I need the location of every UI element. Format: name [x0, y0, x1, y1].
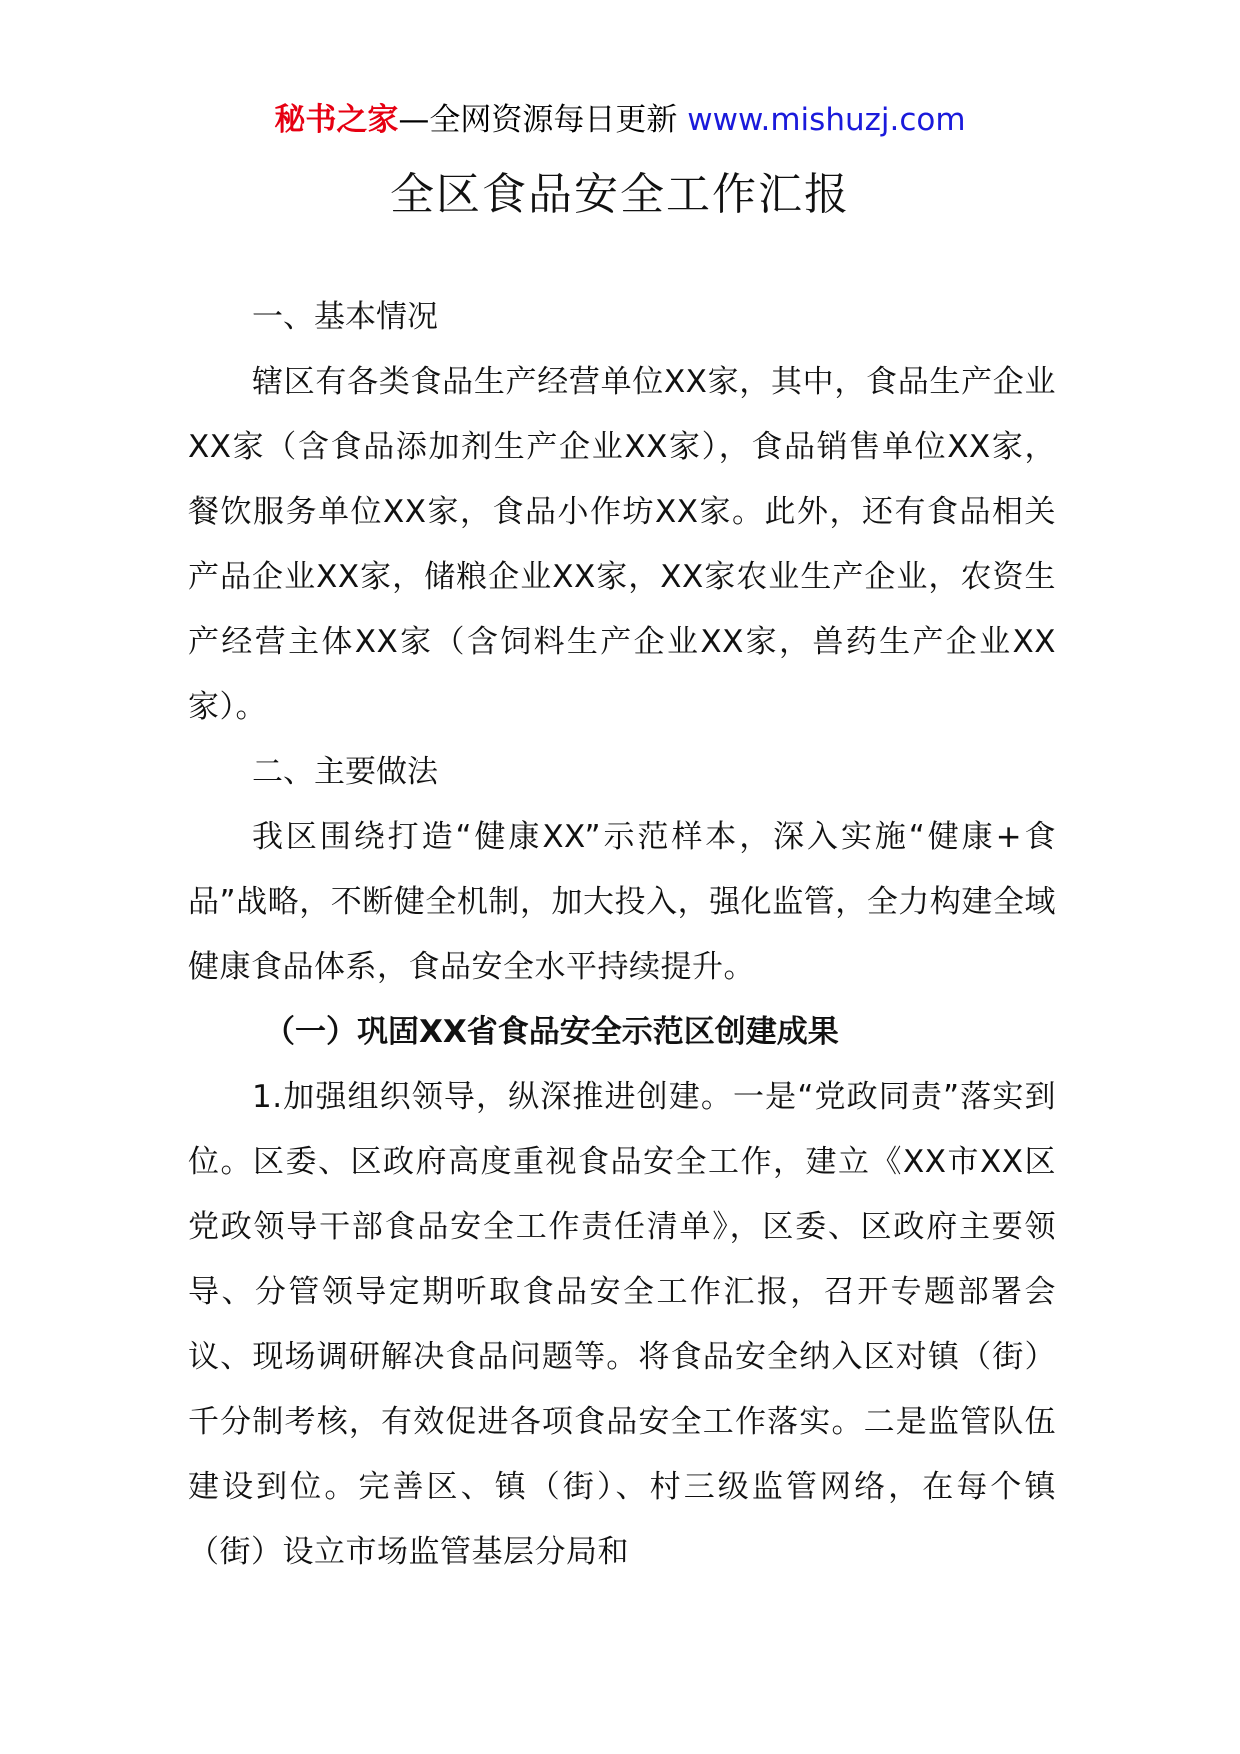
subsection-heading-demo-zone: （一）巩固XX省食品安全示范区创建成果: [264, 1014, 839, 1050]
paragraph-organization-leadership: 1.加强组织领导，纵深推进创建。一是“党政同责”落实到位。区委、区政府高度重视食品安全工作，建立《XX市XX区党政领导干部食品安全工作责任清单》，区委、区政府主要领导、分管领导定期听取食品安全工作汇报，召开专题部署会议、现场调研解决食品问题等。将食品安全纳入区对镇（街）千分制考核，有效促进各项食品安全工作落实。二是监管队伍建设到位。完善区、镇（街）、村三级监管网络，在每个镇（街）设立市场监管基层分局和: [188, 1079, 1056, 1570]
section-heading-main-practices: 二、主要做法: [252, 754, 438, 790]
watermark-brand: 秘书之家: [274, 102, 399, 138]
document-title: 全区食品安全工作汇报: [390, 169, 850, 220]
watermark-slogan: —全网资源每日更新: [398, 102, 688, 138]
watermark-banner: [0, 100, 1240, 140]
watermark-url[interactable]: www.mishuzj.com: [687, 102, 966, 138]
paragraph-main-practices-intro: 我区围绕打造“健康XX”示范样本，深入实施“健康+食品”战略，不断健全机制，加大投入，强化监管，全力构建全域健康食品体系，食品安全水平持续提升。: [188, 819, 1056, 985]
section-heading-basic-situation: 一、基本情况: [252, 299, 438, 335]
document-body: [188, 285, 1056, 1585]
paragraph-basic-situation: 辖区有各类食品生产经营单位XX家，其中，食品生产企业XX家（含食品添加剂生产企业XX家），食品销售单位XX家，餐饮服务单位XX家，食品小作坊XX家。此外，还有食品相关产品企业XX家，储粮企业XX家，XX家农业生产企业，农资生产经营主体XX家（含饲料生产企业XX家，兽药生产企业XX家）。: [188, 364, 1056, 725]
